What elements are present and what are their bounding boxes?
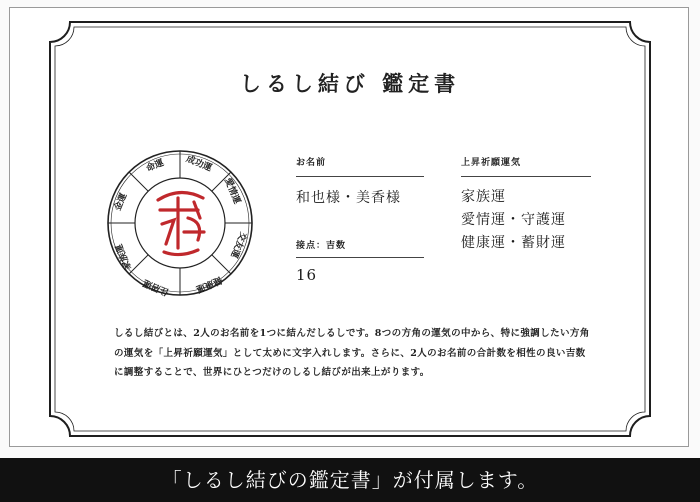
score-divider [296,257,424,258]
seal-text-destiny: 命運 [145,158,166,175]
fortune-list [461,186,566,255]
shirushi-seal [100,148,260,298]
certificate-description: しるし結びとは、2人のお名前を1つに結んだしるしです。8つの方角の運気の中から、特に強調したい方角の運気を「上昇祈願運気」として太めに文字入れします。さらに、2人のお名前の合計数を相性の良い吉数に調整することで、世界にひとつだけのしるし結びが出来上がります。 [114,328,590,378]
name-label: お名前 [296,158,327,168]
name-value: 和也様・美香様 [296,190,401,206]
score-label: 接点：吉数 [296,241,347,251]
fortune-item: 健康運・蓄財運 [461,235,566,251]
seal-text-health: 健康運 [194,273,224,294]
score-value: 16 [296,266,318,284]
name-divider [296,176,424,177]
seal-text-success: 成功運 [184,154,214,174]
seal-text-money: 金運 [113,191,130,213]
seal-text-home: 住居運 [141,276,171,297]
fortune-divider [461,176,591,177]
fortune-label: 上昇祈願運気 [461,158,522,168]
seal-text-love: 愛情運 [221,176,242,206]
seal-text-family: 家族運 [114,242,134,272]
fortune-item: 愛情運・守護運 [461,212,566,228]
certificate-title: しるし結び 鑑定書 [239,71,461,96]
caption-bar: 「しるし結びの鑑定書」が付属します。 [0,458,700,502]
fortune-item: 家族運 [461,189,506,205]
seal-text-friendship: 交友運 [228,230,248,260]
seal-center-mark [158,192,204,254]
